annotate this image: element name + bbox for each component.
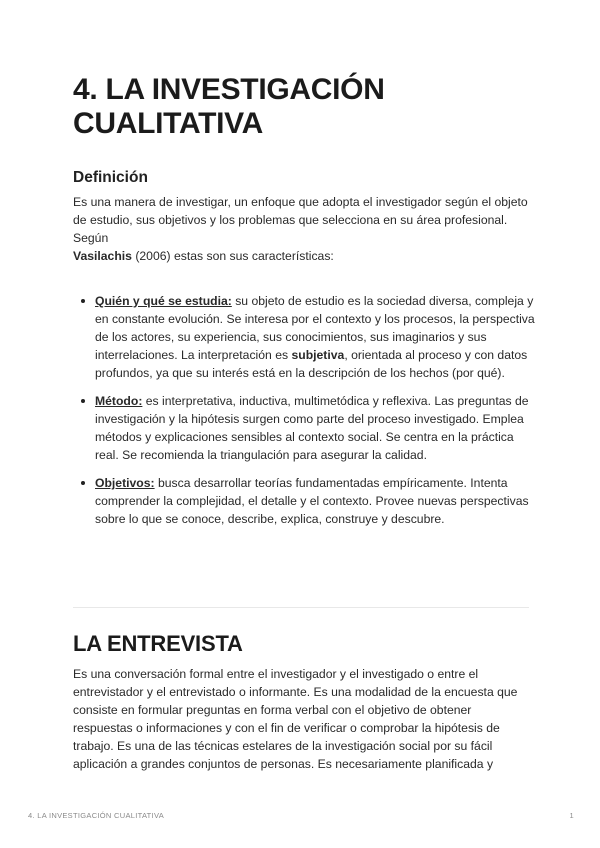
segun-line: Según (73, 231, 109, 245)
list-item (73, 392, 535, 464)
bullet-term: Método: (95, 394, 143, 408)
bullet-icon (81, 299, 85, 303)
bullet-bold-word: subjetiva (291, 348, 345, 362)
definicion-block (73, 193, 531, 265)
characteristics-list (73, 292, 535, 528)
bullet-term: Objetivos: (95, 476, 155, 490)
bullet-text-end: , orientada al proceso y con datos profundos, ya que su interés está en la descripción de los hechos (por qué). (95, 348, 528, 380)
bullet-text: es interpretativa, inductiva, multimetódica y reflexiva. Las preguntas de investigación y la hipótesis surgen como parte del proceso investigado. Emplea métodos y explicaciones sensibles al contexto social. Se centra en la práctica real. Se recomienda la triangulación para asegurar la calidad. (95, 394, 529, 462)
bullet-icon (81, 399, 85, 403)
author-name: Vasilachis (73, 249, 132, 263)
page-number: 1 (569, 811, 574, 820)
bullet-text: busca desarrollar teorías fundamentadas empíricamente. Intenta comprender la complejidad, el detalle y el contexto. Provee nuevas perspectivas sobre lo que se conoce, describe, explica, construye y descubre. (95, 476, 529, 526)
list-item (73, 474, 535, 528)
bullet-term: Quién y qué se estudia: (95, 294, 232, 308)
characteristics-intro (73, 247, 531, 265)
footer-label: 4. LA INVESTIGACIÓN CUALITATIVA (28, 811, 164, 820)
bullet-icon (81, 481, 85, 485)
bullet-text: su objeto de estudio es la sociedad diversa, compleja y en constante evolución. Se interesa por el contexto y los procesos, la perspectiva de los actores, su experiencia, sus conocimientos, sus imaginarios y sus interrelaciones. La interpretación es (95, 294, 535, 362)
page-footer (28, 811, 574, 820)
definicion-paragraph: Es una manera de investigar, un enfoque que adopta el investigador según el objeto de estudio, sus objetivos y los problemas que selecciona en su área profesional. (73, 195, 528, 227)
entrevista-paragraph: Es una conversación formal entre el investigador y el investigado o entre el entrevistador y el entrevistado o informante. Es una modalidad de la encuesta que consiste en formular preguntas en forma verbal con el objetivo de obtener respuestas o informaciones y con el fin de verificar o comprobar la hipótesis de trabajo. Es una de las técnicas estelares de la investigación social por su fácil aplicación a grandes conjuntos de personas. Es necesariamente planificada y (73, 667, 518, 771)
list-item (73, 292, 535, 382)
section-divider (73, 607, 529, 608)
section-heading-entrevista: LA ENTREVISTA (73, 631, 243, 656)
page-title: 4. LA INVESTIGACIÓN CUALITATIVA (73, 73, 385, 140)
intro-rest: (2006) estas son sus características: (131, 249, 334, 263)
section-heading-definicion: Definición (73, 169, 148, 186)
